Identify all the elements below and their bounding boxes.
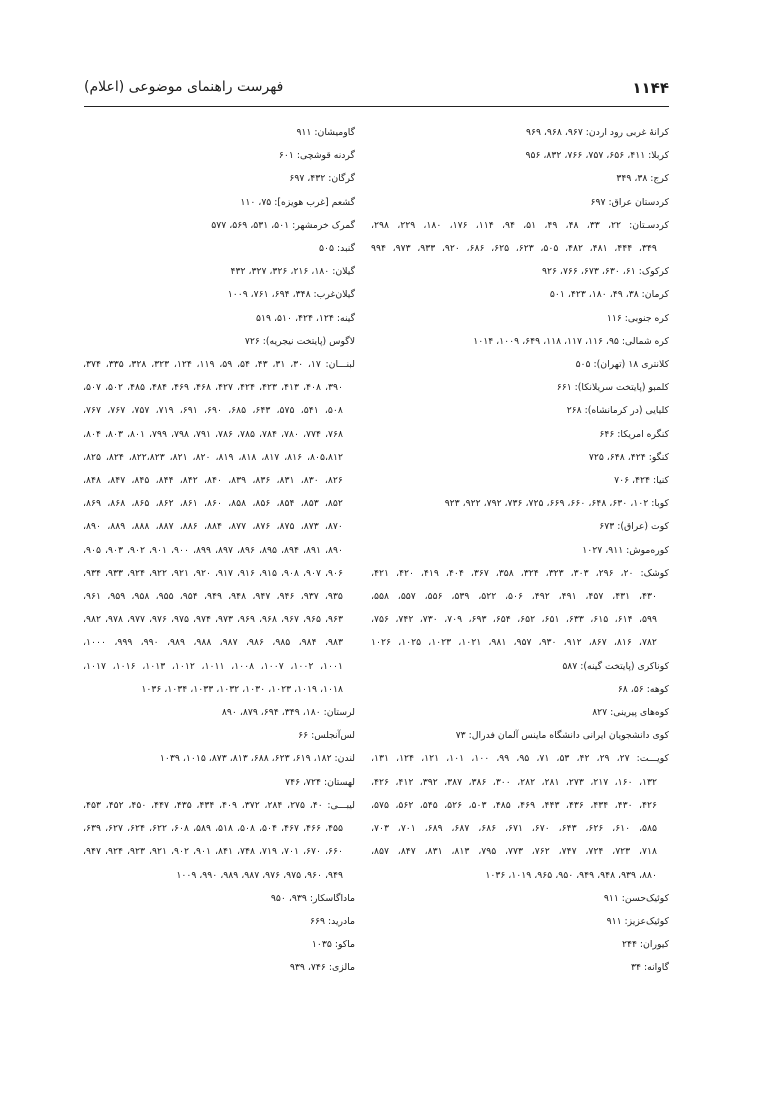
index-entry-continuation: ۷۱۸، ۷۲۳، ۷۲۴، ۷۴۷، ۷۶۲، ۷۷۳، ۷۹۵، ۸۱۳، ۸۳۱، ۸۴۷، ۸۵۷، (371, 846, 657, 858)
index-entry-continuation: ۸۵۲، ۸۵۳، ۸۵۴، ۸۵۶، ۸۵۸، ۸۶۰، ۸۶۱، ۸۶۲، ۸۶۵، ۸۶۸، ۸۶۹، (83, 498, 343, 510)
index-entry-continuation: ۷۸۲، ۸۱۶، ۸۶۷، ۹۱۲، ۹۳۰، ۹۵۷، ۹۸۱، ۱۰۲۱، ۱۰۲۳، ۱۰۲۵، ۱۰۲۶ (371, 637, 657, 649)
index-entry: لاگوس (پایتخت نیجریه): ۷۲۶ (244, 335, 355, 347)
index-entry: مادرید: ۶۶۹ (310, 915, 355, 927)
index-entry-continuation: ۴۳۰، ۴۳۱، ۴۵۷، ۴۹۱، ۴۹۲، ۵۰۶، ۵۲۲، ۵۳۹، ۵۵۶، ۵۵۷، ۵۵۸، (371, 591, 657, 603)
index-entry-continuation: ۴۲۶، ۴۳۰، ۴۳۴، ۴۳۶، ۴۴۳، ۴۶۹، ۴۸۵، ۵۰۳، ۵۲۶، ۵۴۵، ۵۶۲، ۵۷۵، (371, 799, 657, 811)
index-entry-continuation: ۸۹۰، ۸۹۱، ۸۹۴، ۸۹۵، ۸۹۶، ۸۹۷، ۸۹۹، ۹۰۰، ۹۰۱، ۹۰۲، ۹۰۳، ۹۰۵، (83, 544, 343, 556)
index-entry-continuation: ۹۸۳، ۹۸۴، ۹۸۵، ۹۸۶، ۹۸۷، ۹۸۸، ۹۸۹، ۹۹۰، ۹۹۹، ۱۰۰۰، (83, 637, 343, 649)
index-entry: ماکو: ۱۰۳۵ (311, 939, 355, 951)
index-entry: کردسـتان: ۲۲، ۳۳، ۴۸، ۴۹، ۵۱، ۹۴، ۱۱۴، ۱۷۶، ۱۸۰، ۲۲۹، ۲۹۸، (371, 219, 669, 231)
index-entry-continuation: ۵۸۵، ۶۱۰، ۶۲۶، ۶۴۳، ۶۷۰، ۶۷۱، ۶۸۶، ۶۸۷، ۶۸۹، ۷۰۱، ۷۰۳، (371, 823, 657, 835)
index-entry: گنبد: ۵۰۵ (319, 243, 355, 255)
index-entry-continuation: ۸۷۰، ۸۷۳، ۸۷۵، ۸۷۶، ۸۷۷، ۸۸۴، ۸۸۶، ۸۸۷، ۸۸۸، ۸۸۹، ۸۹۰، (83, 521, 343, 533)
index-entry: کرکوک: ۶۱، ۶۳۰، ۶۷۳، ۷۶۶، ۹۲۶ (541, 266, 669, 278)
index-entry: کرانهٔ غربی رود اردن: ۹۶۷، ۹۶۸، ۹۶۹ (525, 127, 669, 138)
index-entry-continuation: ۱۰۰۱، ۱۰۰۲، ۱۰۰۷، ۱۰۰۸، ۱۰۱۱، ۱۰۱۲، ۱۰۱۳، ۱۰۱۶، ۱۰۱۷، (83, 660, 343, 672)
index-entry: کنیا: ۴۲۴، ۷۰۶ (614, 475, 669, 487)
index-entry: گاوانه: ۳۴ (631, 962, 669, 974)
index-entry-continuation: ۸۸۰، ۹۳۹، ۹۴۸، ۹۴۹، ۹۵۰، ۹۶۵، ۱۰۱۹، ۱۰۳۶ (485, 869, 657, 881)
index-entry: کلیایی (در کرمانشاه): ۲۶۸ (566, 405, 669, 417)
index-entry: لس‌آنجلس: ۶۶ (298, 730, 355, 742)
index-entry-continuation: ۵۹۹، ۶۱۴، ۶۱۵، ۶۳۳، ۶۵۱، ۶۵۲، ۶۵۴، ۶۹۳، ۷۰۹، ۷۳۰، ۷۴۲، ۷۵۶، (371, 614, 657, 626)
index-entry-continuation: ۹۶۳، ۹۶۵، ۹۶۷، ۹۶۸، ۹۶۹، ۹۷۳، ۹۷۴، ۹۷۵، ۹۷۶، ۹۷۷، ۹۷۸، ۹۸۲، (83, 614, 343, 626)
index-entry: کلمبو (پایتخت سریلانکا): ۶۶۱ (556, 382, 669, 394)
index-entry: لرستان: ۱۸۰، ۳۴۹، ۶۹۴، ۸۷۹، ۸۹۰ (221, 707, 355, 719)
index-entry: کوبا: ۱۰۲، ۶۳۰، ۶۴۸، ۶۶۰، ۶۶۹، ۷۲۵، ۷۳۶، ۷۹۲، ۹۲۲، ۹۲۳ (444, 498, 669, 510)
index-entry: کوه‌های پیرینی: ۸۲۷ (592, 707, 669, 719)
index-entry-continuation: ۴۵۵، ۴۶۶، ۴۶۷، ۵۰۴، ۵۰۸، ۵۱۸، ۵۸۹، ۶۰۸، ۶۲۲، ۶۲۴، ۶۲۷، ۶۳۹، (83, 823, 343, 835)
index-entry: کنگره امریکا: ۶۴۶ (599, 428, 669, 440)
index-entry: کوره‌موش: ۹۱۱، ۱۰۲۷ (582, 544, 669, 556)
index-entry: گیلان: ۱۸۰، ۲۱۶، ۳۲۶، ۳۲۷، ۴۳۲ (230, 266, 355, 278)
index-entry: کره شمالی: ۹۵، ۱۱۶، ۱۱۷، ۱۱۸، ۶۴۹، ۱۰۰۹، ۱۰۱۴ (473, 335, 669, 347)
index-entry-continuation: ۸۰۵،۸۱۲، ۸۱۶، ۸۱۷، ۸۱۸، ۸۱۹، ۸۲۰، ۸۲۱، ۸۲۲،۸۲۳، ۸۲۴، ۸۲۵، (83, 451, 343, 463)
index-entry: گیلان‌غرب: ۳۴۸، ۶۹۴، ۷۶۱، ۱۰۰۹ (227, 289, 355, 301)
page-header (84, 79, 669, 105)
index-column-left (83, 121, 355, 980)
index-entry: لهستان: ۷۲۴، ۷۴۶ (285, 776, 355, 788)
index-entry: گرگان: ۴۳۲، ۶۹۷ (289, 173, 355, 185)
index-entry: گینه: ۱۲۴، ۴۲۴، ۵۱۰، ۵۱۹ (256, 312, 355, 324)
index-entry: کوت (عراق): ۶۷۳ (599, 521, 669, 533)
index-entry: کوناکری (پایتخت گینه): ۵۸۷ (562, 660, 669, 672)
index-entry: گمرک خرمشهر: ۵۰۱، ۵۳۱، ۵۶۹، ۵۷۷ (211, 219, 355, 231)
index-entry: کرمان: ۳۸، ۴۹، ۱۸۰، ۴۲۳، ۵۰۱ (549, 289, 669, 301)
index-entry: گشعم [غرب هویزه]: ۷۵، ۱۱۰ (240, 196, 355, 208)
index-entry-continuation: ۱۰۱۸، ۱۰۱۹، ۱۰۲۳، ۱۰۳۰، ۱۰۳۲، ۱۰۳۳، ۱۰۳۴، ۱۰۳۶ (141, 683, 343, 695)
index-entry-continuation: ۹۳۵، ۹۳۷، ۹۴۶، ۹۴۷، ۹۴۸، ۹۴۹، ۹۵۴، ۹۵۵، ۹۵۸، ۹۵۹، ۹۶۱، (83, 591, 343, 603)
index-entry: کلانتری ۱۸ (تهران): ۵۰۵ (575, 359, 669, 371)
header-divider (84, 106, 669, 107)
index-entry: کویـــت: ۲۷، ۲۹، ۴۲، ۵۳، ۷۱، ۹۵، ۹۹، ۱۰۰، ۱۰۱، ۱۲۱، ۱۲۴، ۱۳۱، (371, 753, 669, 765)
index-entry-continuation: ۹۰۶، ۹۰۷، ۹۰۸، ۹۱۵، ۹۱۶، ۹۱۷، ۹۲۰، ۹۲۱، ۹۲۲، ۹۲۴، ۹۳۳، ۹۳۴، (83, 567, 343, 579)
index-entry: ماداگاسکار: ۹۳۹، ۹۵۰ (270, 892, 355, 904)
index-entry: کوشک: ۲۰، ۲۹۶، ۳۰۳، ۳۲۳، ۳۲۴، ۳۵۸، ۳۶۷، ۴۰۴، ۴۱۹، ۴۲۰، ۴۲۱، (371, 567, 669, 579)
index-entry: لبنـــان: ۱۷، ۳۰، ۳۱، ۴۳، ۵۴، ۵۹، ۱۱۹، ۱۲۴، ۳۲۳، ۳۲۸، ۳۳۵، ۳۷۴، (83, 359, 355, 371)
index-entry: کرج: ۳۸، ۳۴۹ (616, 173, 669, 185)
index-entry-continuation: ۸۲۶، ۸۳۰، ۸۳۱، ۸۳۶، ۸۳۹، ۸۴۰، ۸۴۲، ۸۴۴، ۸۴۵، ۸۴۷، ۸۴۸، (83, 475, 343, 487)
index-entry: کردستان عراق: ۶۹۷ (590, 196, 669, 208)
index-entry-continuation: ۱۳۲، ۱۶۰، ۲۱۷، ۲۷۳، ۲۸۱، ۲۸۲، ۳۰۰، ۳۸۶، ۳۸۷، ۳۹۲، ۴۱۲، ۴۲۶، (371, 776, 657, 788)
index-entry: کوئیک‌عزیز: ۹۱۱ (606, 915, 669, 927)
index-entry: کوئیک‌حسن: ۹۱۱ (603, 892, 669, 904)
page-number: ۱۱۴۴ (632, 79, 669, 97)
index-entry-continuation: ۳۴۹، ۴۴۴، ۴۸۱، ۴۸۲، ۵۰۵، ۶۲۳، ۶۲۵، ۶۸۶، ۹۲۰، ۹۳۳، ۹۷۳، ۹۹۴ (371, 243, 657, 255)
index-entry: لندن: ۱۸۲، ۶۱۹، ۶۲۳، ۶۸۸، ۸۱۳، ۸۷۳، ۱۰۱۵، ۱۰۳۹ (159, 753, 355, 765)
index-entry: مالزی: ۷۴۶، ۹۳۹ (289, 962, 355, 974)
index-entry-continuation: ۷۶۸، ۷۷۴، ۷۸۰، ۷۸۴، ۷۸۵، ۷۸۶، ۷۹۱، ۷۹۸، ۷۹۹، ۸۰۱، ۸۰۳، ۸۰۴، (83, 428, 343, 440)
index-entry-continuation: ۳۹۰، ۴۰۸، ۴۱۳، ۴۲۳، ۴۲۴، ۴۲۷، ۴۶۸، ۴۶۹، ۴۸۴، ۴۸۵، ۵۰۲، ۵۰۷، (83, 382, 343, 394)
index-entry: کوی دانشجویان ایرانی دانشگاه ماینس آلمان فدرال: ۷۳ (455, 730, 669, 742)
index-entry-continuation: ۹۴۹، ۹۶۰، ۹۷۵، ۹۷۶، ۹۸۷، ۹۸۹، ۹۹۰، ۱۰۰۹ (176, 869, 343, 881)
index-entry: گاومیشان: ۹۱۱ (296, 127, 355, 138)
index-entry: کیوران: ۲۴۴ (621, 939, 669, 951)
index-column-right (371, 121, 669, 980)
index-entry: کربلا: ۴۱۱، ۶۵۶، ۷۵۷، ۷۶۶، ۸۳۲، ۹۵۶ (525, 150, 669, 162)
index-entry: کوهه: ۵۶، ۶۸ (617, 683, 669, 695)
page-title: فهرست راهنمای موضوعی (اعلام) (84, 79, 284, 95)
index-entry-continuation: ۵۰۸، ۵۴۱، ۵۷۵، ۶۴۳، ۶۸۵، ۶۹۰، ۶۹۱، ۷۱۹، ۷۵۷، ۷۶۷، ۷۶۷، (83, 405, 343, 417)
index-entry: کره جنوبی: ۱۱۶ (606, 312, 669, 324)
index-entry-continuation: ۶۶۰، ۶۷۰، ۷۰۱، ۷۱۹، ۷۴۸، ۸۴۱، ۹۰۱، ۹۰۲، ۹۲۱، ۹۲۳، ۹۲۴، ۹۴۷، (83, 846, 343, 858)
index-entry: کنگو: ۴۲۴، ۶۴۸، ۷۲۵ (588, 451, 669, 463)
index-entry: لیبـــی: ۴۰، ۲۷۵، ۲۸۴، ۳۷۲، ۴۰۹، ۴۳۴، ۴۳۵، ۴۴۷، ۴۵۰، ۴۵۲، ۴۵۳، (83, 799, 355, 811)
index-entry: گردنه قوشچی: ۶۰۱ (278, 150, 355, 162)
